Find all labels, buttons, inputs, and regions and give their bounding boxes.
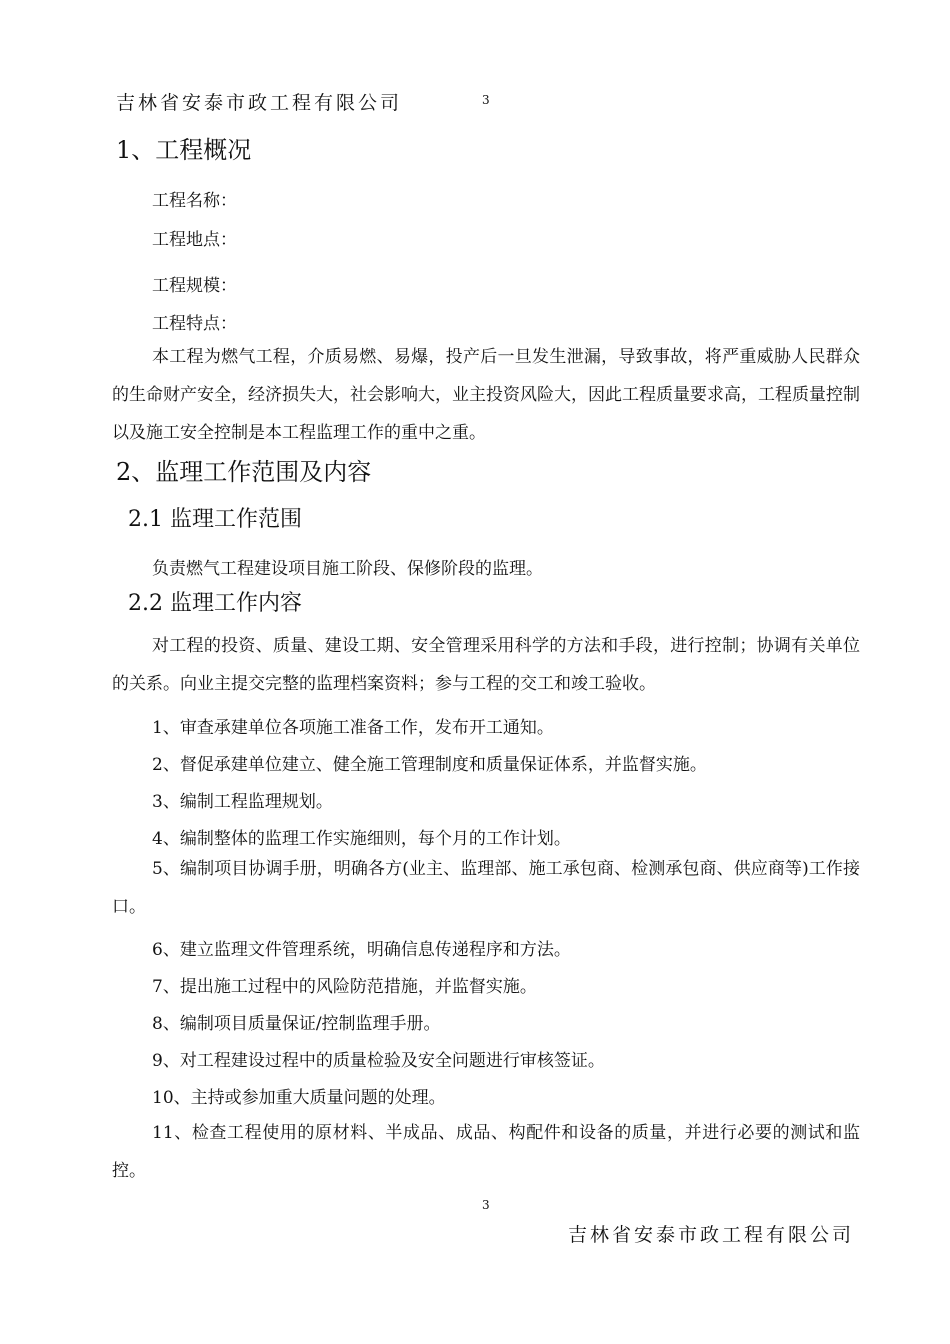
list-item: 1、审查承建单位各项施工准备工作，发布开工通知。 bbox=[152, 718, 554, 738]
list-item: 8、编制项目质量保证/控制监理手册。 bbox=[152, 1014, 441, 1034]
list-item: 4、编制整体的监理工作实施细则，每个月的工作计划。 bbox=[152, 829, 571, 849]
list-item: 10、主持或参加重大质量问题的处理。 bbox=[152, 1088, 446, 1108]
field-project-name: 工程名称： bbox=[152, 191, 237, 211]
list-item: 11、检查工程使用的原材料、半成品、成品、构配件和设备的质量，并进行必要的测试和监控。 bbox=[112, 1123, 860, 1181]
field-project-features: 工程特点： bbox=[152, 314, 237, 334]
list-item: 2、督促承建单位建立、健全施工管理制度和质量保证体系，并监督实施。 bbox=[152, 755, 707, 775]
list-item: 5、编制项目协调手册，明确各方(业主、监理部、施工承包商、检测承包商、供应商等)工作接口。 bbox=[112, 859, 860, 917]
list-item: 3、编制工程监理规划。 bbox=[152, 792, 333, 812]
subsection-2-1-text: 负责燃气工程建设项目施工阶段、保修阶段的监理。 bbox=[152, 559, 543, 579]
subsection-2-2-title: 2.2 监理工作内容 bbox=[128, 591, 302, 616]
field-project-location: 工程地点： bbox=[152, 230, 237, 250]
section-1-title: 1、工程概况 bbox=[116, 136, 252, 164]
header-page-number: 3 bbox=[482, 93, 490, 107]
footer-page-number: 3 bbox=[482, 1198, 490, 1212]
footer-company-name: 吉林省安泰市政工程有限公司 bbox=[568, 1224, 855, 1246]
field-project-scale: 工程规模： bbox=[152, 276, 237, 296]
header-company-name: 吉林省安泰市政工程有限公司 bbox=[116, 92, 403, 114]
list-item: 6、建立监理文件管理系统，明确信息传递程序和方法。 bbox=[152, 940, 571, 960]
subsection-2-1-title: 2.1 监理工作范围 bbox=[128, 507, 302, 532]
section-1-paragraph: 本工程为燃气工程，介质易燃、易爆，投产后一旦发生泄漏，导致事故，将严重威胁人民群众的生命财产安全，经济损失大，社会影响大，业主投资风险大，因此工程质量要求高，工程质量控制以及施工安全控制是本工程监理工作的重中之重。 bbox=[112, 347, 860, 443]
list-item: 9、对工程建设过程中的质量检验及安全问题进行审核签证。 bbox=[152, 1051, 605, 1071]
subsection-2-2-intro: 对工程的投资、质量、建设工期、安全管理采用科学的方法和手段，进行控制；协调有关单位的关系。向业主提交完整的监理档案资料；参与工程的交工和竣工验收。 bbox=[112, 636, 860, 694]
list-item: 7、提出施工过程中的风险防范措施，并监督实施。 bbox=[152, 977, 537, 997]
section-2-title: 2、监理工作范围及内容 bbox=[116, 458, 372, 486]
